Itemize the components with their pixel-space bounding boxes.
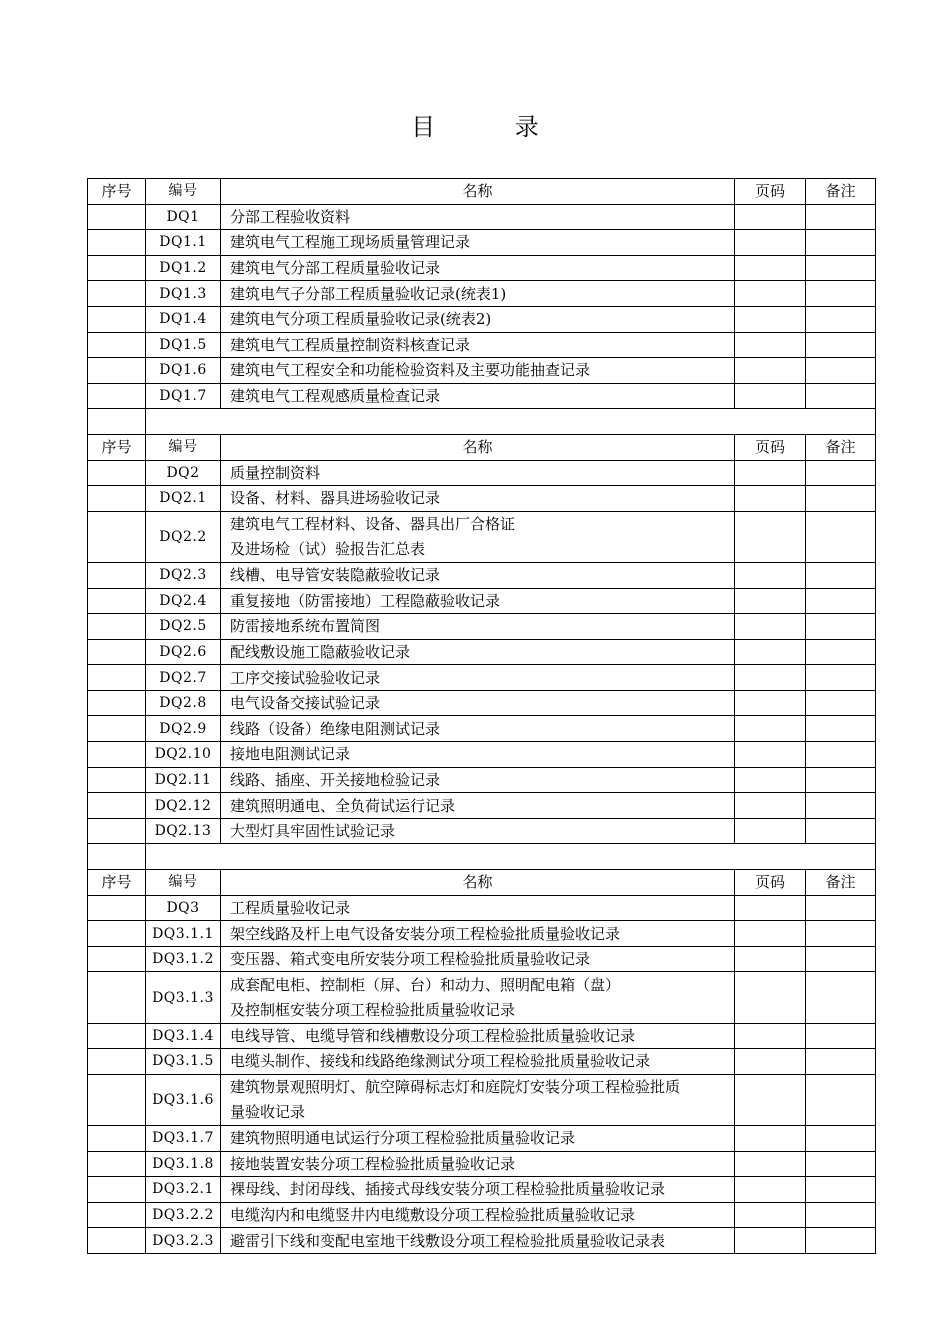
- row-note-cell: [806, 1177, 876, 1203]
- row-seq-cell: [88, 665, 146, 691]
- row-seq-cell: [88, 332, 146, 358]
- row-seq-cell: [88, 204, 146, 230]
- row-page-cell: [735, 588, 806, 614]
- row-code-cell: DQ3.1.2: [146, 946, 221, 972]
- row-name-line: 成套配电柜、控制柜（屏、台）和动力、照明配电箱（盘）: [230, 975, 621, 994]
- row-note-cell: [806, 972, 876, 1023]
- table-row: [88, 767, 876, 793]
- row-note-cell: [806, 383, 876, 409]
- row-note-cell: [806, 230, 876, 256]
- row-code-cell: DQ2.2: [146, 511, 221, 562]
- row-seq-cell: [88, 460, 146, 486]
- row-note-cell: [806, 332, 876, 358]
- row-name-cell: 工序交接试验验收记录: [221, 665, 735, 691]
- row-name-cell: 防雷接地系统布置简图: [221, 614, 735, 640]
- row-seq-cell: [88, 1049, 146, 1075]
- table-row: [88, 255, 876, 281]
- row-page-cell: [735, 1049, 806, 1075]
- row-name-cell: 建筑电气工程观感质量检查记录: [221, 383, 735, 409]
- column-header-note: 备注: [806, 870, 876, 896]
- row-note-cell: [806, 281, 876, 307]
- column-header-page: 页码: [735, 179, 806, 205]
- row-seq-cell: [88, 690, 146, 716]
- table-row: [88, 332, 876, 358]
- row-note-cell: [806, 946, 876, 972]
- row-code-cell: DQ2.7: [146, 665, 221, 691]
- row-name-cell: 线路（设备）绝缘电阻测试记录: [221, 716, 735, 742]
- row-note-cell: [806, 204, 876, 230]
- row-code-cell: DQ3.1.8: [146, 1151, 221, 1177]
- row-page-cell: [735, 511, 806, 562]
- row-note-cell: [806, 486, 876, 512]
- row-seq-cell: [88, 742, 146, 768]
- row-page-cell: [735, 1125, 806, 1151]
- contents-table: [87, 178, 876, 1254]
- row-name-line: 量验收记录: [230, 1102, 306, 1121]
- row-page-cell: [735, 742, 806, 768]
- table-header-row: [88, 179, 876, 205]
- row-name-cell: 配线敷设施工隐蔽验收记录: [221, 639, 735, 665]
- row-code-cell: DQ2.12: [146, 793, 221, 819]
- blank-cell: [146, 844, 876, 870]
- row-code-cell: DQ3.2.1: [146, 1177, 221, 1203]
- row-code-cell: DQ1.7: [146, 383, 221, 409]
- row-name-cell: 建筑电气分部工程质量验收记录: [221, 255, 735, 281]
- row-note-cell: [806, 895, 876, 921]
- row-code-cell: DQ1.2: [146, 255, 221, 281]
- row-name-cell: 重复接地（防雷接地）工程隐蔽验收记录: [221, 588, 735, 614]
- row-code-cell: DQ2.13: [146, 818, 221, 844]
- row-note-cell: [806, 1228, 876, 1254]
- row-note-cell: [806, 614, 876, 640]
- row-name-cell: 架空线路及杆上电气设备安装分项工程检验批质量验收记录: [221, 921, 735, 947]
- row-code-cell: DQ1.5: [146, 332, 221, 358]
- page-title: 目 录: [411, 113, 575, 141]
- row-page-cell: [735, 1023, 806, 1049]
- table-row: [88, 921, 876, 947]
- column-header-seq: 序号: [88, 870, 146, 896]
- row-note-cell: [806, 1202, 876, 1228]
- row-note-cell: [806, 818, 876, 844]
- row-page-cell: [735, 972, 806, 1023]
- row-name-cell: 接地电阻测试记录: [221, 742, 735, 768]
- row-note-cell: [806, 358, 876, 384]
- row-seq-cell: [88, 1074, 146, 1125]
- row-page-cell: [735, 1151, 806, 1177]
- row-seq-cell: [88, 1125, 146, 1151]
- row-page-cell: [735, 793, 806, 819]
- table-row: [88, 358, 876, 384]
- row-name-cell: 建筑电气子分部工程质量验收记录(统表1): [221, 281, 735, 307]
- column-header-note: 备注: [806, 434, 876, 460]
- table-row: [88, 1074, 876, 1125]
- row-seq-cell: [88, 946, 146, 972]
- table-row: [88, 230, 876, 256]
- row-name-cell: 线路、插座、开关接地检验记录: [221, 767, 735, 793]
- row-name-cell: 大型灯具牢固性试验记录: [221, 818, 735, 844]
- row-code-cell: DQ3.2.3: [146, 1228, 221, 1254]
- row-note-cell: [806, 460, 876, 486]
- row-seq-cell: [88, 767, 146, 793]
- table-row: [88, 486, 876, 512]
- row-seq-cell: [88, 588, 146, 614]
- row-note-cell: [806, 1023, 876, 1049]
- table-row: [88, 204, 876, 230]
- row-code-cell: DQ2.10: [146, 742, 221, 768]
- row-name-cell: [221, 972, 735, 1023]
- column-header-note: 备注: [806, 179, 876, 205]
- row-seq-cell: [88, 1177, 146, 1203]
- column-header-seq: 序号: [88, 179, 146, 205]
- row-note-cell: [806, 306, 876, 332]
- row-note-cell: [806, 1074, 876, 1125]
- column-header-code: 编号: [146, 179, 221, 205]
- row-code-cell: DQ3.1.4: [146, 1023, 221, 1049]
- table-row: [88, 742, 876, 768]
- row-note-cell: [806, 921, 876, 947]
- row-page-cell: [735, 332, 806, 358]
- row-seq-cell: [88, 793, 146, 819]
- row-page-cell: [735, 306, 806, 332]
- row-name-cell: [221, 1074, 735, 1125]
- row-name-cell: 建筑电气工程安全和功能检验资料及主要功能抽查记录: [221, 358, 735, 384]
- row-note-cell: [806, 1151, 876, 1177]
- row-name-cell: 电缆沟内和电缆竖井内电缆敷设分项工程检验批质量验收记录: [221, 1202, 735, 1228]
- column-header-name: 名称: [221, 179, 735, 205]
- row-name-cell: 分部工程验收资料: [221, 204, 735, 230]
- table-header-row: [88, 434, 876, 460]
- column-header-name: 名称: [221, 870, 735, 896]
- row-name-line: 及进场检（试）验报告汇总表: [230, 539, 426, 558]
- table-row: [88, 511, 876, 562]
- row-code-cell: DQ3.1.6: [146, 1074, 221, 1125]
- row-page-cell: [735, 1177, 806, 1203]
- row-name-cell: 接地装置安装分项工程检验批质量验收记录: [221, 1151, 735, 1177]
- row-page-cell: [735, 562, 806, 588]
- table-row: [88, 1177, 876, 1203]
- row-name-line: 建筑电气工程材料、设备、器具出厂合格证: [230, 514, 516, 533]
- row-note-cell: [806, 716, 876, 742]
- table-row: [88, 1125, 876, 1151]
- row-name-cell: 质量控制资料: [221, 460, 735, 486]
- row-name-cell: 建筑照明通电、全负荷试运行记录: [221, 793, 735, 819]
- table-row: [88, 614, 876, 640]
- row-page-cell: [735, 1074, 806, 1125]
- row-page-cell: [735, 230, 806, 256]
- row-name-cell: 电缆头制作、接线和线路绝缘测试分项工程检验批质量验收记录: [221, 1049, 735, 1075]
- row-code-cell: DQ2: [146, 460, 221, 486]
- row-page-cell: [735, 255, 806, 281]
- row-seq-cell: [88, 1228, 146, 1254]
- table-row: [88, 818, 876, 844]
- row-page-cell: [735, 281, 806, 307]
- row-note-cell: [806, 1049, 876, 1075]
- row-code-cell: DQ1.4: [146, 306, 221, 332]
- table-row: [88, 1151, 876, 1177]
- row-code-cell: DQ3.1.3: [146, 972, 221, 1023]
- row-seq-cell: [88, 1151, 146, 1177]
- row-name-cell: 电气设备交接试验记录: [221, 690, 735, 716]
- row-note-cell: [806, 1125, 876, 1151]
- table-header-row: [88, 870, 876, 896]
- row-note-cell: [806, 793, 876, 819]
- row-seq-cell: [88, 230, 146, 256]
- row-seq-cell: [88, 1202, 146, 1228]
- row-code-cell: DQ3.1.5: [146, 1049, 221, 1075]
- row-seq-cell: [88, 255, 146, 281]
- row-code-cell: DQ2.5: [146, 614, 221, 640]
- row-note-cell: [806, 690, 876, 716]
- row-seq-cell: [88, 972, 146, 1023]
- row-page-cell: [735, 921, 806, 947]
- row-note-cell: [806, 511, 876, 562]
- row-seq-cell: [88, 562, 146, 588]
- row-code-cell: DQ2.9: [146, 716, 221, 742]
- row-name-cell: 建筑电气分项工程质量验收记录(统表2): [221, 306, 735, 332]
- row-page-cell: [735, 358, 806, 384]
- row-name-cell: [221, 511, 735, 562]
- row-note-cell: [806, 588, 876, 614]
- table-row: [88, 793, 876, 819]
- row-name-cell: 避雷引下线和变配电室地干线敷设分项工程检验批质量验收记录表: [221, 1228, 735, 1254]
- row-seq-cell: [88, 1023, 146, 1049]
- row-code-cell: DQ2.4: [146, 588, 221, 614]
- row-name-cell: 设备、材料、器具进场验收记录: [221, 486, 735, 512]
- table-row: [88, 639, 876, 665]
- row-code-cell: DQ2.1: [146, 486, 221, 512]
- row-note-cell: [806, 665, 876, 691]
- row-name-cell: 建筑物照明通电试运行分项工程检验批质量验收记录: [221, 1125, 735, 1151]
- table-row: [88, 383, 876, 409]
- table-row: [88, 1228, 876, 1254]
- column-header-page: 页码: [735, 434, 806, 460]
- blank-cell: [146, 409, 876, 435]
- row-code-cell: DQ3.2.2: [146, 1202, 221, 1228]
- row-seq-cell: [88, 895, 146, 921]
- row-code-cell: DQ1.1: [146, 230, 221, 256]
- row-page-cell: [735, 665, 806, 691]
- table-row: [88, 895, 876, 921]
- row-page-cell: [735, 1202, 806, 1228]
- row-page-cell: [735, 383, 806, 409]
- row-seq-cell: [88, 486, 146, 512]
- row-name-cell: 工程质量验收记录: [221, 895, 735, 921]
- row-seq-cell: [88, 921, 146, 947]
- row-code-cell: DQ1: [146, 204, 221, 230]
- table-row: [88, 1202, 876, 1228]
- row-code-cell: DQ2.8: [146, 690, 221, 716]
- column-header-code: 编号: [146, 870, 221, 896]
- table-row: [88, 306, 876, 332]
- column-header-page: 页码: [735, 870, 806, 896]
- row-seq-cell: [88, 614, 146, 640]
- column-header-name: 名称: [221, 434, 735, 460]
- row-page-cell: [735, 460, 806, 486]
- row-seq-cell: [88, 383, 146, 409]
- blank-cell: [88, 409, 146, 435]
- row-note-cell: [806, 767, 876, 793]
- row-name-line: 及控制框安装分项工程检验批质量验收记录: [230, 1000, 516, 1019]
- row-name-cell: 变压器、箱式变电所安装分项工程检验批质量验收记录: [221, 946, 735, 972]
- row-note-cell: [806, 639, 876, 665]
- table-row: [88, 588, 876, 614]
- row-page-cell: [735, 639, 806, 665]
- row-seq-cell: [88, 306, 146, 332]
- row-page-cell: [735, 614, 806, 640]
- row-name-cell: 裸母线、封闭母线、插接式母线安装分项工程检验批质量验收记录: [221, 1177, 735, 1203]
- column-header-code: 编号: [146, 434, 221, 460]
- table-row: [88, 1023, 876, 1049]
- blank-separator-row: [88, 844, 876, 870]
- table-row: [88, 460, 876, 486]
- row-note-cell: [806, 742, 876, 768]
- row-page-cell: [735, 818, 806, 844]
- row-name-cell: 建筑电气工程质量控制资料核查记录: [221, 332, 735, 358]
- row-code-cell: DQ2.3: [146, 562, 221, 588]
- row-page-cell: [735, 486, 806, 512]
- row-name-cell: 线槽、电导管安装隐蔽验收记录: [221, 562, 735, 588]
- row-page-cell: [735, 716, 806, 742]
- column-header-seq: 序号: [88, 434, 146, 460]
- table-row: [88, 946, 876, 972]
- row-name-cell: 电线导管、电缆导管和线槽敷设分项工程检验批质量验收记录: [221, 1023, 735, 1049]
- table-row: [88, 1049, 876, 1075]
- row-code-cell: DQ3.1.7: [146, 1125, 221, 1151]
- row-code-cell: DQ1.3: [146, 281, 221, 307]
- table-row: [88, 665, 876, 691]
- table-row: [88, 281, 876, 307]
- row-code-cell: DQ2.11: [146, 767, 221, 793]
- row-page-cell: [735, 690, 806, 716]
- table-row: [88, 690, 876, 716]
- blank-cell: [88, 844, 146, 870]
- row-page-cell: [735, 767, 806, 793]
- row-seq-cell: [88, 281, 146, 307]
- row-code-cell: DQ2.6: [146, 639, 221, 665]
- row-code-cell: DQ3: [146, 895, 221, 921]
- row-code-cell: DQ3.1.1: [146, 921, 221, 947]
- row-seq-cell: [88, 358, 146, 384]
- row-seq-cell: [88, 818, 146, 844]
- row-name-cell: 建筑电气工程施工现场质量管理记录: [221, 230, 735, 256]
- row-code-cell: DQ1.6: [146, 358, 221, 384]
- row-page-cell: [735, 204, 806, 230]
- row-note-cell: [806, 255, 876, 281]
- table-row: [88, 562, 876, 588]
- row-page-cell: [735, 946, 806, 972]
- row-page-cell: [735, 895, 806, 921]
- row-page-cell: [735, 1228, 806, 1254]
- row-name-line: 建筑物景观照明灯、航空障碍标志灯和庭院灯安装分项工程检验批质: [230, 1077, 681, 1096]
- row-seq-cell: [88, 716, 146, 742]
- row-seq-cell: [88, 511, 146, 562]
- row-note-cell: [806, 562, 876, 588]
- blank-separator-row: [88, 409, 876, 435]
- table-row: [88, 972, 876, 1023]
- row-seq-cell: [88, 639, 146, 665]
- table-row: [88, 716, 876, 742]
